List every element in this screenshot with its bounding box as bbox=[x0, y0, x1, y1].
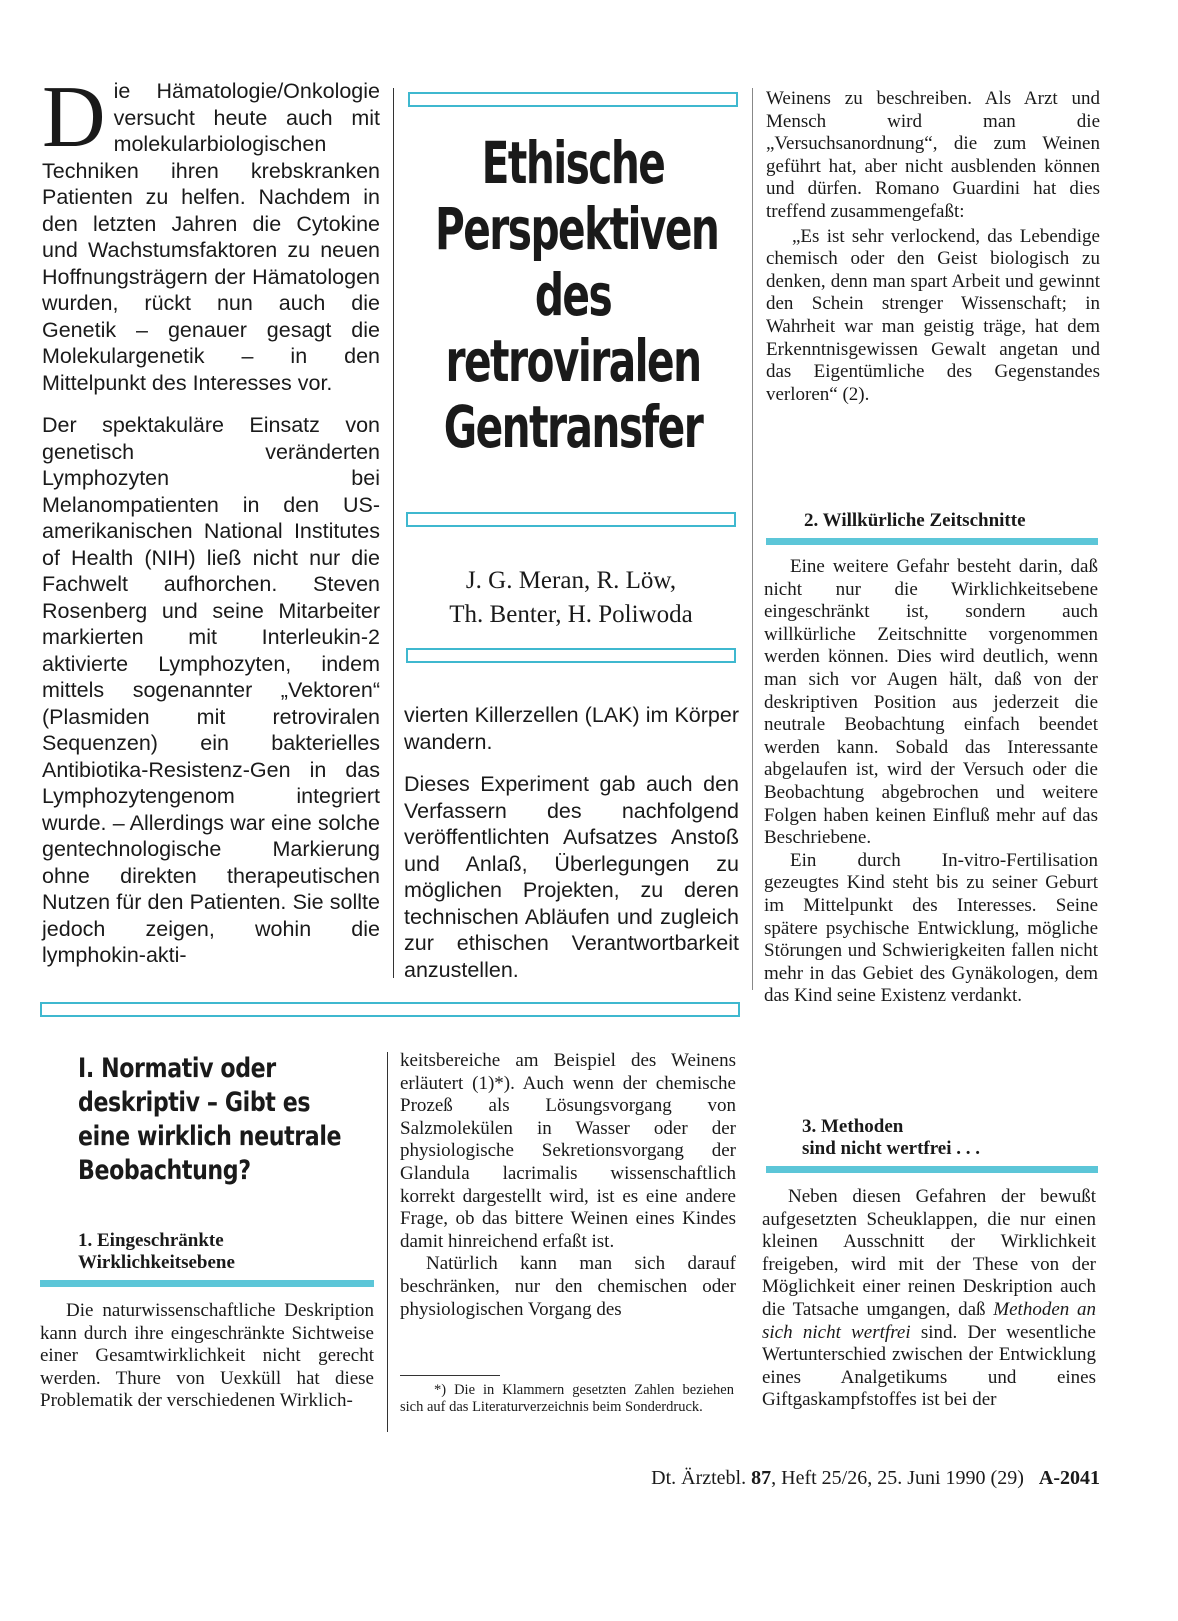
title-line-5: Gentransfer bbox=[443, 393, 703, 461]
title-line-1: Ethische bbox=[481, 129, 665, 197]
heading-zeitschnitte-bar bbox=[766, 538, 1098, 545]
heading-methoden-line-2: sind nicht wertfrei . . . bbox=[802, 1138, 981, 1159]
heading-zeitschnitte: 2. Willkürliche Zeitschnitte bbox=[804, 510, 1026, 531]
right-paragraph-4 bbox=[762, 1186, 1096, 1412]
title-line-4: retroviralen bbox=[445, 327, 701, 395]
authors bbox=[400, 564, 742, 632]
intro-paragraph-4: Dieses Experiment gab auch den Verfassern des nachfolgend veröffentlichten Aufsatzes Anstoß und Anlaß, Überlegungen zu möglichen Projekten, zu deren technischen Abläufen und zugleich zur ethischen Verantwortbarkeit anzustellen. bbox=[404, 772, 739, 982]
right-paragraph-4-emphasis: Methoden an sich nicht wertfrei bbox=[762, 1298, 1096, 1343]
middle-lower-column bbox=[400, 1050, 736, 1321]
authors-line-2: Th. Benter, H. Poliwoda bbox=[449, 601, 693, 628]
footer-journal: Dt. Ärztebl. bbox=[651, 1467, 747, 1489]
right-paragraph-4-start: Neben diesen Gefahren der bewußt aufgesetzten Scheuklappen, die nur einen kleinen Ausschnitt der Wirklichkeit freigeben, wird mit der These von der Möglichkeit einer reinen Deskription auch die Tatsache umgangen, daß bbox=[762, 1186, 1096, 1320]
footnote-text: *) Die in Klammern gesetzten Zahlen beziehen sich auf das Literaturverzeichnis beim Sonderdruck. bbox=[400, 1382, 734, 1415]
title-frame-bottom bbox=[406, 512, 736, 527]
section-frame bbox=[40, 1002, 740, 1017]
section-1-body bbox=[40, 1300, 374, 1413]
guardini-quote: „Es ist sehr verlockend, das Lebendige chemisch oder den Geist biologisch zu denken, denn man spart Arbeit und gewinnt den Schein strenger Wissenschaft; in Wahrheit war man geistig träge, hat dem Erkenntnisgewissen Gewalt angetan und das Eigentümliche des Gegenstandes verloren“ (2). bbox=[766, 225, 1100, 405]
subheading-bar bbox=[40, 1280, 374, 1287]
subheading-line-2: Wirklichkeitsebene bbox=[78, 1252, 235, 1273]
right-paragraph-3: Ein durch In-vitro-Fertilisation gezeugtes Kind steht bis zu seiner Geburt im Mittelpunkt des Interesses. Seine spätere psychische Entwicklung, mögliche Störungen und Schwierigkeiten fallen nicht mehr in das Gebiet des Gynäkologen, dem das Kind seine Existenz verdankt. bbox=[764, 849, 1098, 1007]
intro-column-left bbox=[42, 69, 380, 969]
section-1-heading-line-4: Beobachtung? bbox=[78, 1155, 251, 1186]
right-column-bottom bbox=[762, 1186, 1096, 1412]
section-1-heading bbox=[78, 1052, 398, 1188]
intro-paragraph-2: Der spektakuläre Einsatz von genetisch veränderten Lymphozyten bei Melanompatienten in den US-amerikanischen National Institutes of Health (NIH) ließ nicht nur die Fachwelt aufhorchen. Steven Rosenberg und seine Mitarbeiter markierten mit Interleukin-2 aktivierte Lymphozyten, indem mittels sogenannter „Vektoren“ (Plasmiden mit retroviralen Sequenzen) ein bakterielles Antibiotika-Resistenz-Gen in das Lymphozytengenom integriert wurde. – Allerdings war eine solche gentechnologische Markierung ohne direkten therapeutischen Nutzen für den Patienten. Sie sollte jedoch zeigen, wohin die lymphokin-akti- bbox=[42, 413, 380, 967]
middle-paragraph-2: Natürlich kann man sich darauf beschränken, nur den chemischen oder physiologischen Vorgang des bbox=[400, 1253, 736, 1320]
middle-paragraph-1: keitsbereiche am Beispiel des Weinens erläutert (1)*). Auch wenn der chemische Prozeß als Lösungsvorgang von Salzmolekülen in Wasser oder der physiologische Sekretionsvorgang der Glandula lacrimalis wissenschaftlich korrekt dargestellt wird, ist es eine andere Frage, ob das bittere Weinen eines Kindes damit hinreichend erfaßt ist. bbox=[400, 1050, 736, 1252]
intro-paragraph-3: vierten Killerzellen (LAK) im Körper wandern. bbox=[404, 703, 739, 754]
authors-line-1: J. G. Meran, R. Löw, bbox=[465, 567, 677, 594]
authors-frame-bottom bbox=[406, 648, 736, 663]
section-1-heading-line-3: eine wirklich neutrale bbox=[78, 1121, 342, 1152]
footer-page-number: A-2041 bbox=[1038, 1467, 1100, 1489]
title-line-3: des bbox=[534, 261, 612, 329]
intro-column-middle bbox=[404, 702, 739, 983]
article-title bbox=[396, 130, 750, 460]
column-divider-bottom bbox=[387, 1052, 388, 1432]
subheading-line-1: 1. Eingeschränkte bbox=[78, 1230, 224, 1251]
footnote bbox=[400, 1382, 734, 1416]
intro-paragraph-1: ie Hämatologie/Onkologie versucht heute auch mit molekularbiologischen Techniken ihren krebskranken Patienten zu helfen. Nachdem in den letzten Jahren die Cytokine und Wachstumsfaktoren zu neuen Hoffnungsträgern der Hämatologen wurden, rückt nun auch die Genetik – genauer gesagt die Molekulargenetik – in den Mittelpunkt des Interesses vor. bbox=[42, 79, 380, 395]
column-divider-top-left bbox=[393, 88, 394, 978]
right-column bbox=[766, 88, 1100, 406]
right-column-middle bbox=[764, 556, 1098, 1008]
heading-methoden-line-1: 3. Methoden bbox=[802, 1116, 904, 1137]
footer-volume: 87 bbox=[751, 1467, 772, 1489]
subheading-wirklichkeitsebene bbox=[78, 1230, 378, 1274]
section-1-paragraph-1: Die naturwissenschaftliche Deskription kann durch ihre eingeschränkte Sichtweise einer Gesamtwirklichkeit nicht gerecht werden. Thure von Uexküll hat diese Problematik der verschiedenen Wirklich- bbox=[40, 1300, 374, 1412]
column-divider-top-right bbox=[752, 88, 753, 990]
title-frame-top bbox=[408, 92, 738, 107]
title-line-2: Perspektiven bbox=[434, 195, 719, 263]
section-1-heading-line-1: I. Normativ oder bbox=[78, 1053, 276, 1084]
right-paragraph-1: Weinens zu beschreiben. Als Arzt und Mensch wird man die „Versuchsanordnung“, die zum Weinen geführt hat, aber nicht ausblenden können und dürfen. Romano Guardini hat dies treffend zusammengefaßt: bbox=[766, 88, 1100, 222]
footnote-rule bbox=[400, 1375, 500, 1376]
section-1-heading-line-2: deskriptiv – Gibt es bbox=[78, 1087, 311, 1118]
right-paragraph-4-end: sind. Der wesentliche Wertunterschied zwischen der Entwicklung eines Analgetikums und eines Giftgaskampfstoffes ist bei der bbox=[762, 1321, 1096, 1411]
heading-methoden bbox=[802, 1116, 1092, 1160]
page-footer bbox=[600, 1466, 1100, 1490]
drop-cap: D bbox=[42, 69, 106, 166]
heading-methoden-bar bbox=[766, 1166, 1098, 1173]
right-paragraph-2: Eine weitere Gefahr besteht darin, daß nicht nur die Wirklichkeitsebene eingeschränkt ist, sondern auch willkürliche Zeitschnitte vorgenommen werden können. Dies wird deutlich, wenn man sich vor Augen hält, daß von der deskriptiven Position aus jederzeit die neutrale Beobachtung einfach beendet werden kann. Sobald das Interessante abgelaufen ist, wird der Versuch oder die Beobachtung abgebrochen und weitere Folgen haben keinen Einfluß mehr auf das Beschriebene. bbox=[764, 556, 1098, 849]
footer-issue: , Heft 25/26, 25. Juni 1990 (29) bbox=[771, 1467, 1024, 1489]
